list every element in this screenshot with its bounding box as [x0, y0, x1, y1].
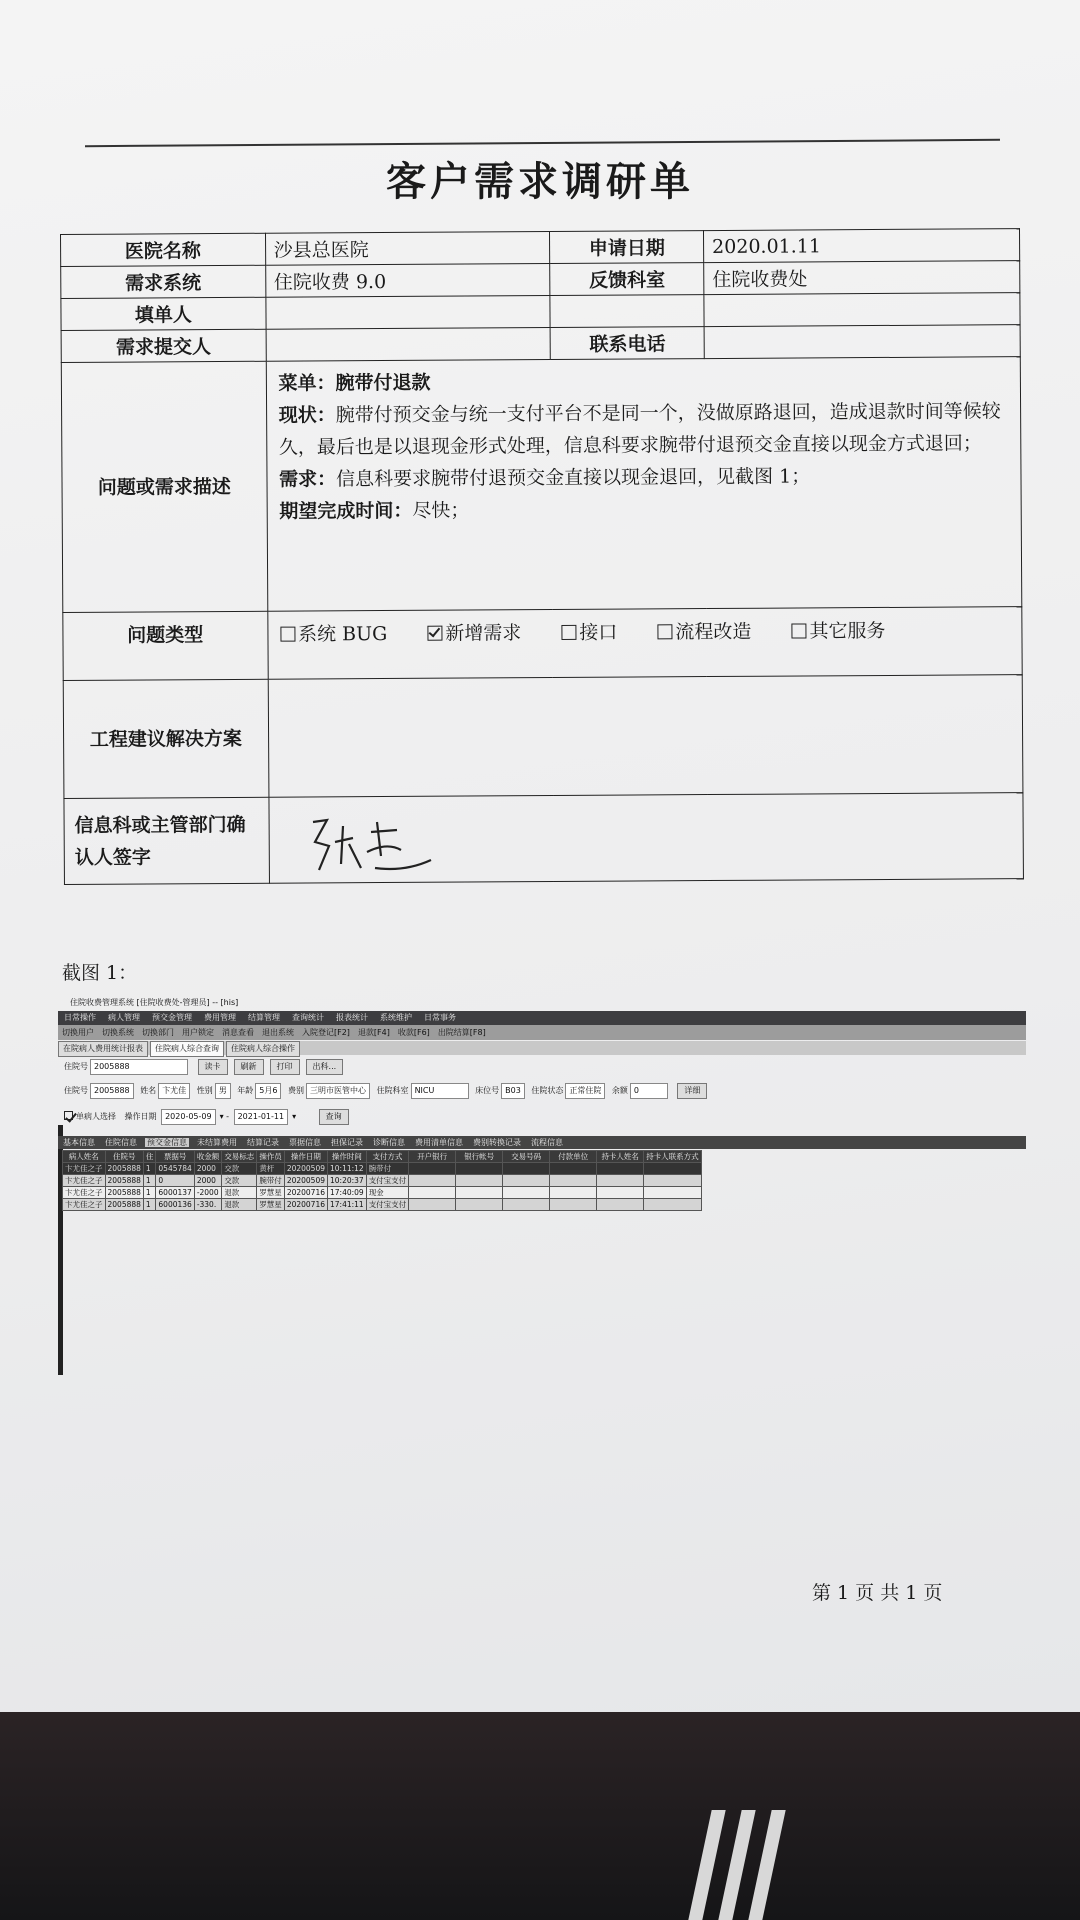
table-cell: 支付宝支付 — [366, 1199, 409, 1211]
patient-info-row — [64, 1083, 1024, 1097]
field-value: 正常住院 — [565, 1083, 605, 1099]
table-cell: 黄杆 — [257, 1163, 285, 1175]
table-cell: 罗慧星 — [257, 1199, 285, 1211]
table-cell — [597, 1187, 644, 1199]
table-cell — [456, 1199, 503, 1211]
table-cell: 10:20:37 — [328, 1175, 367, 1187]
date-to-input[interactable]: 2021-01-11 — [234, 1109, 289, 1125]
table-cell — [644, 1187, 702, 1199]
table-cell: 交款 — [222, 1163, 257, 1175]
desk-background — [0, 1700, 1080, 1920]
table-cell: 2005888 — [105, 1163, 143, 1175]
filter-row: 单病人选择 操作日期 2020-05-09 ▾ - 2021-01-11 ▾ 查询 — [64, 1109, 1024, 1123]
window-title: 住院收费管理系统 [住院收费处-管理员] -- [his] — [70, 998, 239, 1007]
single-patient-checkbox[interactable]: 单病人选择 — [64, 1112, 116, 1121]
table-cell: 2005888 — [105, 1199, 143, 1211]
table-cell — [644, 1175, 702, 1187]
table-cell: 卞尤佳之子 — [63, 1187, 106, 1199]
confirm-label: 信息科或主管部门确认人签字 — [64, 797, 269, 884]
checkbox-icon — [791, 623, 806, 638]
table-cell — [503, 1175, 550, 1187]
type-option-bug[interactable]: 系统 BUG — [280, 619, 387, 647]
table-cell — [409, 1187, 456, 1199]
handwritten-signature — [305, 812, 445, 882]
table-cell — [503, 1163, 550, 1175]
table-cell: 6000136 — [156, 1199, 194, 1211]
table-row[interactable] — [63, 1199, 702, 1211]
table-cell: 0 — [156, 1175, 194, 1187]
table-cell — [597, 1175, 644, 1187]
tab-strip — [58, 1041, 1026, 1055]
type-option-process[interactable]: 流程改造 — [657, 617, 751, 645]
empty-cell — [704, 293, 1020, 327]
checkbox-checked-icon — [64, 1111, 73, 1120]
phone-value — [704, 325, 1020, 359]
table-cell — [456, 1187, 503, 1199]
date-label: 申请日期 — [550, 231, 704, 264]
toolbar-button[interactable]: 入院登记[F2] — [302, 1028, 350, 1037]
column-header[interactable]: 付款单位 — [550, 1151, 597, 1163]
toolbar-button[interactable]: 退出系统 — [262, 1028, 294, 1037]
checkbox-checked-icon — [427, 626, 442, 641]
submitter-value — [266, 328, 551, 362]
table-cell: 退款 — [222, 1199, 257, 1211]
table-cell — [456, 1163, 503, 1175]
field-value: 0 — [630, 1083, 668, 1099]
table-cell — [409, 1199, 456, 1211]
dept-value: 住院收费处 — [704, 261, 1020, 295]
checkbox-icon — [657, 624, 672, 639]
table-cell — [550, 1187, 597, 1199]
table-cell: 1 — [143, 1187, 156, 1199]
page-footer: 第 1 页 共 1 页 — [812, 1582, 943, 1604]
table-cell — [550, 1199, 597, 1211]
field-label: 费别 — [288, 1086, 305, 1095]
menu-item[interactable]: 日常事务 — [424, 1013, 456, 1022]
column-header[interactable]: 开户银行 — [409, 1151, 456, 1163]
subtab[interactable]: 住院信息 — [105, 1138, 137, 1147]
type-label: 问题类型 — [63, 611, 268, 680]
column-header[interactable]: 票据号 — [156, 1151, 194, 1163]
detail-button[interactable]: 详细 — [677, 1083, 707, 1099]
deposit-table — [62, 1150, 702, 1211]
query-row — [64, 1059, 1024, 1073]
field-label: 操作日期 — [124, 1112, 157, 1121]
menu-bar — [58, 1011, 1026, 1025]
column-header[interactable]: 收金额 — [194, 1151, 222, 1163]
table-cell — [597, 1199, 644, 1211]
subtab[interactable]: 担保记录 — [331, 1138, 363, 1147]
system-label: 需求系统 — [61, 265, 266, 298]
subtab[interactable]: 未结算费用 — [197, 1138, 237, 1147]
column-header[interactable]: 支付方式 — [366, 1151, 409, 1163]
table-cell: 卞尤佳之子 — [63, 1163, 106, 1175]
desk-stripes — [690, 1810, 800, 1920]
table-row[interactable] — [63, 1187, 702, 1199]
column-header[interactable]: 病人姓名 — [63, 1151, 106, 1163]
date-from-input[interactable]: 2020-05-09 — [161, 1109, 216, 1125]
table-cell: 支付宝支付 — [366, 1175, 409, 1187]
menu-item[interactable]: 日常操作 — [64, 1013, 96, 1022]
column-header[interactable]: 持卡人联系方式 — [644, 1151, 702, 1163]
menu-item[interactable]: 报表统计 — [336, 1013, 368, 1022]
toolbar-button[interactable]: 切换用户 — [62, 1028, 94, 1037]
hospital-value: 沙县总医院 — [265, 232, 550, 266]
inpatient-no-input[interactable]: 2005888 — [90, 1059, 188, 1075]
field-label: 住院号 — [64, 1086, 88, 1095]
table-cell: 1 — [143, 1163, 156, 1175]
toolbar-button[interactable]: 收款[F6] — [397, 1028, 430, 1037]
detail-tab-strip — [58, 1136, 1026, 1149]
toolbar-button[interactable]: 切换系统 — [102, 1028, 134, 1037]
table-cell: -330. — [194, 1199, 222, 1211]
desc-need-line: 需求：信息科要求腕带付退预交金直接以现金退回，见截图 1； — [279, 465, 811, 491]
field-label: 住院号 — [64, 1062, 88, 1071]
toolbar — [58, 1025, 1026, 1040]
table-cell: 退款 — [222, 1187, 257, 1199]
field-label: 姓名 — [140, 1086, 157, 1095]
description-content — [266, 357, 1022, 612]
table-cell: -2000 — [194, 1187, 222, 1199]
column-header[interactable]: 银行帐号 — [456, 1151, 503, 1163]
tab-fee-report[interactable]: 在院病人费用统计报表 — [58, 1041, 148, 1057]
subtab[interactable]: 诊断信息 — [373, 1138, 405, 1147]
column-header[interactable]: 操作员 — [257, 1151, 285, 1163]
subtab-deposit-info[interactable]: 预交金信息 — [147, 1138, 187, 1147]
column-header[interactable]: 交易标志 — [222, 1151, 257, 1163]
column-header[interactable]: 操作日期 — [284, 1151, 327, 1163]
table-cell: 腕带付 — [366, 1163, 409, 1175]
field-label: 住院状态 — [531, 1086, 564, 1095]
header-rule — [85, 139, 1000, 147]
table-cell: 20200716 — [284, 1199, 327, 1211]
hospital-label: 医院名称 — [61, 233, 266, 266]
filler-value — [265, 296, 550, 330]
page-title: 客户需求调研单 — [386, 158, 694, 205]
embedded-screenshot — [58, 995, 1026, 1375]
field-value: 2005888 — [90, 1083, 134, 1099]
table-cell: 0545784 — [156, 1163, 194, 1175]
desc-status-line: 现状：腕带付预交金与统一支付平台不是同一个，没做原路退回，造成退款时间等候较久，最后也是以退现金形式处理，信息科要求腕带付退预交金直接以现金方式退回； — [278, 400, 1001, 459]
table-cell: 17:40:09 — [328, 1187, 367, 1199]
desc-menu-line: 菜单：腕带付退款 — [278, 371, 431, 395]
column-header[interactable]: 持卡人姓名 — [597, 1151, 644, 1163]
field-label: 性别 — [196, 1086, 213, 1095]
table-cell: 2005888 — [105, 1175, 143, 1187]
field-value: 三明市医管中心 — [306, 1083, 370, 1099]
toolbar-button[interactable]: 切换部门 — [142, 1028, 174, 1037]
description-label: 问题或需求描述 — [61, 361, 267, 612]
solution-label: 工程建议解决方案 — [63, 679, 268, 798]
toolbar-button[interactable]: 用户锁定 — [182, 1028, 214, 1037]
field-label: 年龄 — [237, 1086, 254, 1095]
empty-cell — [550, 295, 704, 328]
table-cell: 卞尤佳之子 — [63, 1199, 106, 1211]
query-button[interactable]: 查询 — [319, 1109, 349, 1125]
refresh-button[interactable]: 刷新 — [234, 1059, 264, 1075]
field-value: 卞尤佳 — [158, 1083, 190, 1099]
field-value: 男 — [215, 1083, 231, 1099]
menu-item[interactable]: 结算管理 — [248, 1013, 280, 1022]
column-header[interactable]: 操作时间 — [328, 1151, 367, 1163]
field-value: B03 — [501, 1083, 525, 1099]
table-cell: 1 — [143, 1175, 156, 1187]
table-cell: 腕带付 — [257, 1175, 285, 1187]
table-cell — [456, 1175, 503, 1187]
subtab[interactable]: 费用清单信息 — [415, 1138, 463, 1147]
menu-item[interactable]: 查询统计 — [292, 1013, 324, 1022]
table-cell — [503, 1187, 550, 1199]
filler-label: 填单人 — [61, 297, 266, 330]
screenshot-caption: 截图 1： — [62, 962, 138, 984]
submitter-label: 需求提交人 — [61, 329, 266, 362]
toolbar-button[interactable]: 消息查看 — [222, 1028, 254, 1037]
table-cell: 6000137 — [156, 1187, 194, 1199]
toolbar-button[interactable]: 出院结算[F8] — [437, 1028, 486, 1037]
field-label: 床位号 — [475, 1086, 500, 1095]
read-card-button[interactable]: 读卡 — [198, 1059, 228, 1075]
column-header[interactable]: 交易号码 — [503, 1151, 550, 1163]
tab-inpatient-operation[interactable]: 住院病人综合操作 — [226, 1041, 300, 1057]
table-cell: 2005888 — [105, 1187, 143, 1199]
checkbox-icon — [280, 627, 295, 642]
system-value: 住院收费 9.0 — [265, 264, 550, 298]
field-value: 5月6 — [255, 1083, 281, 1099]
table-cell: 20200716 — [284, 1187, 327, 1199]
table-cell: 10:11:12 — [328, 1163, 367, 1175]
column-header[interactable]: 住院号 — [105, 1151, 143, 1163]
subtab[interactable]: 流程信息 — [531, 1138, 563, 1147]
menu-item[interactable]: 系统维护 — [380, 1013, 412, 1022]
desc-time-line: 期望完成时间：尽快； — [279, 499, 470, 523]
field-label: 余额 — [611, 1086, 628, 1095]
subtab[interactable]: 费别转换记录 — [473, 1138, 521, 1147]
table-cell — [409, 1175, 456, 1187]
table-cell: 2000 — [194, 1163, 222, 1175]
tab-inpatient-query[interactable]: 住院病人综合查询 — [150, 1041, 224, 1057]
table-cell: 1 — [143, 1199, 156, 1211]
table-cell: 罗慧星 — [257, 1187, 285, 1199]
table-cell — [409, 1163, 456, 1175]
table-cell: 20200509 — [284, 1163, 327, 1175]
type-options — [267, 607, 1022, 680]
table-cell: 17:41:11 — [328, 1199, 367, 1211]
table-row[interactable] — [63, 1163, 702, 1175]
print-button[interactable]: 打印 — [270, 1059, 300, 1075]
checkbox-icon — [561, 625, 576, 640]
subtab[interactable]: 结算记录 — [247, 1138, 279, 1147]
menu-item[interactable]: 预交金管理 — [152, 1013, 192, 1022]
phone-label: 联系电话 — [551, 327, 705, 360]
menu-item[interactable]: 费用管理 — [204, 1013, 236, 1022]
subtab[interactable]: 票据信息 — [289, 1138, 321, 1147]
type-option-new-requirement[interactable]: 新增需求 — [427, 618, 521, 646]
table-cell — [503, 1199, 550, 1211]
request-form-table — [60, 228, 1024, 885]
table-cell: 2000 — [194, 1175, 222, 1187]
table-cell — [550, 1175, 597, 1187]
table-cell — [644, 1199, 702, 1211]
table-cell: 现金 — [366, 1187, 409, 1199]
menu-item[interactable]: 病人管理 — [108, 1013, 140, 1022]
table-cell — [550, 1163, 597, 1175]
column-header[interactable]: 住 — [143, 1151, 156, 1163]
discharge-button[interactable]: 出科... — [306, 1059, 344, 1075]
field-label: 住院科室 — [376, 1086, 409, 1095]
table-row[interactable] — [63, 1175, 702, 1187]
table-cell: 交款 — [222, 1175, 257, 1187]
table-cell: 20200509 — [284, 1175, 327, 1187]
date-value: 2020.01.11 — [704, 229, 1020, 263]
type-option-other[interactable]: 其它服务 — [791, 616, 885, 644]
field-value: NICU — [411, 1083, 469, 1099]
subtab[interactable]: 基本信息 — [63, 1138, 95, 1147]
table-cell — [597, 1163, 644, 1175]
solution-value — [268, 675, 1023, 798]
dept-label: 反馈科室 — [550, 263, 704, 296]
toolbar-button[interactable]: 退款[F4] — [357, 1028, 390, 1037]
table-cell — [644, 1163, 702, 1175]
type-option-interface[interactable]: 接口 — [561, 618, 617, 645]
table-cell: 卞尤佳之子 — [63, 1175, 106, 1187]
